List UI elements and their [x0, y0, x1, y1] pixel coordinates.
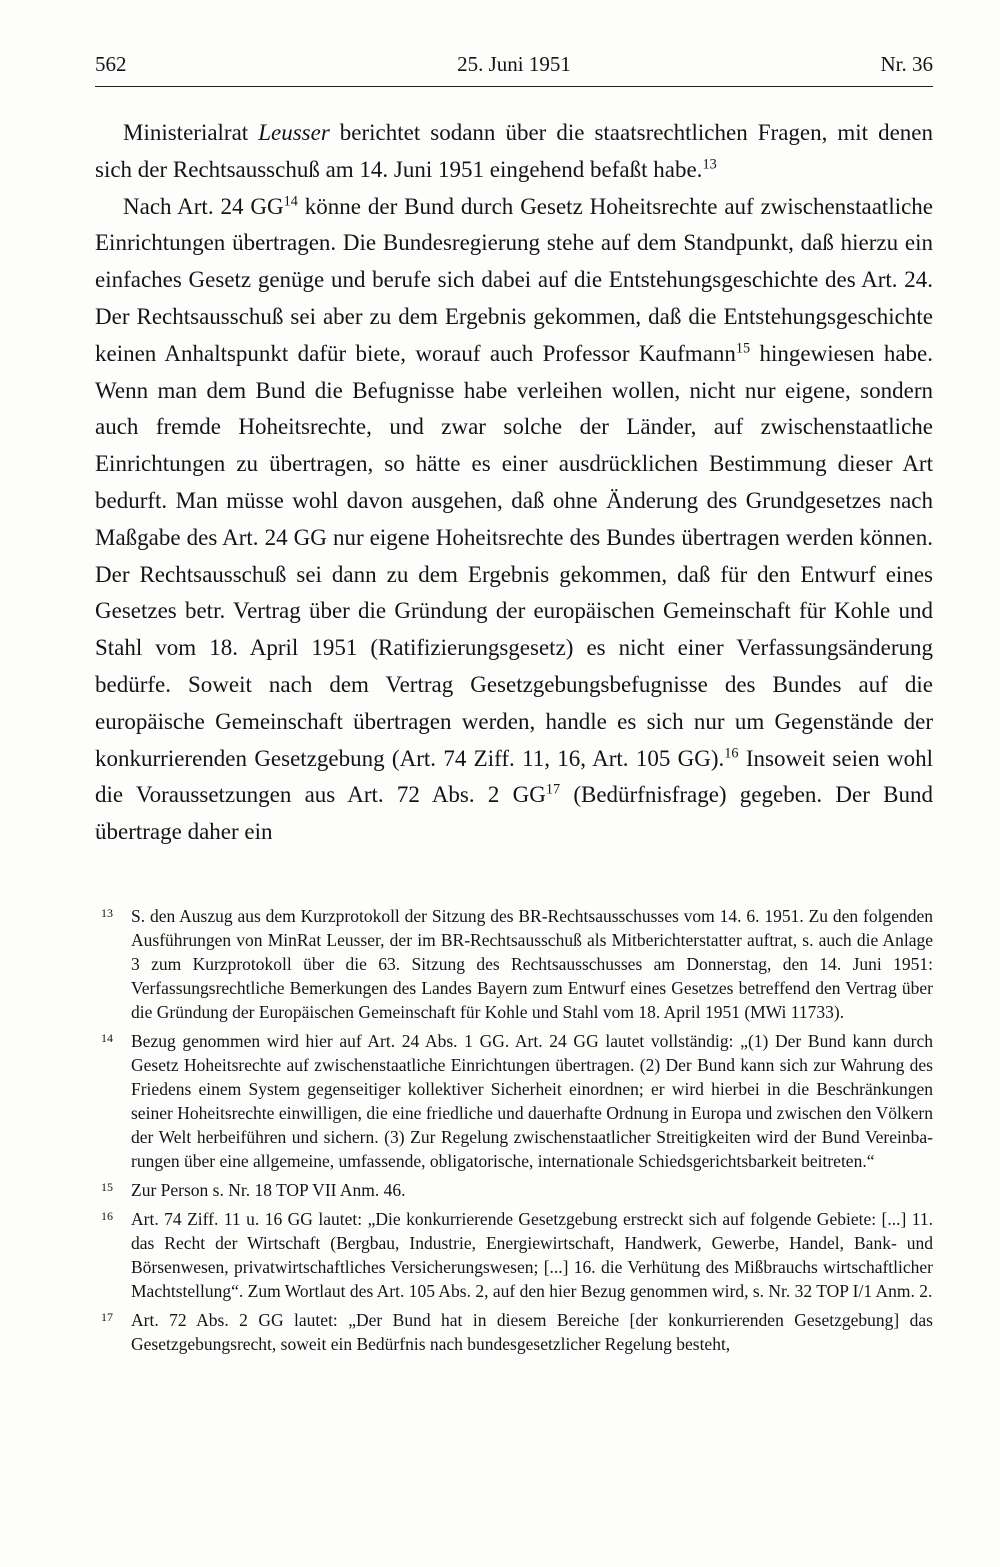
footnote-number: 17 — [101, 1310, 113, 1324]
footnote-text: Zur Person s. Nr. 18 TOP VII Anm. 46. — [131, 1180, 406, 1200]
footnote-number: 14 — [101, 1031, 113, 1045]
footnote — [95, 1207, 933, 1303]
footnote-text: Art. 74 Ziff. 11 u. 16 GG lautet: „Die konkurrierende Gesetzgebung erstreckt sich auf folgende Gebiete: [...] 11. das Recht der Wirtschaft (Bergbau, Industrie, Energiewirtschaft, Handwerk, Gewerbe, Handel, Bank- und Börsenwesen, privatwirtschaftliches Versicherungswesen; [...] 16. die Verhütung des Mißbrauchs wirtschaftlicher Machtstellung“. Zum Wortlaut des Art. 105 Abs. 2, auf den hier Bezug genommen wird, s. Nr. 32 TOP I/1 Anm. 2. — [131, 1209, 933, 1301]
text-run: Ministerialrat — [123, 120, 259, 145]
footnote-text: Art. 72 Abs. 2 GG lautet: „Der Bund hat in diesem Bereiche [der konkurrierenden Gesetzgebung] das Gesetzgebungsrecht, soweit ein Bedürfnis nach bundesgesetzlicher Regelung besteht, — [131, 1310, 933, 1354]
page-number: 562 — [95, 52, 127, 76]
text-run: könne der Bund durch Gesetz Hoheitsrechte auf zwischenstaatliche Einrichtungen übertragen. Die Bundesregierung stehe auf dem Standpunkt, daß hierzu ein einfaches Gesetz genüge und berufe sich dabei auf die Entstehungsgeschichte des Art. 24. Der Rechtsausschuß sei aber zu dem Ergebnis gekommen, daß die Entstehungsgeschichte keinen Anhaltspunkt dafür biete, worauf auch Professor Kaufmann — [95, 193, 934, 366]
footnote-ref[interactable]: 17 — [545, 781, 561, 798]
text-run: hingewiesen habe. Wenn man dem Bund die Befugnisse habe verleihen wollen, nicht nur eigene, sondern auch fremde Hoheitsrechte, und zwar solche der Länder, auf zwischenstaatliche Einrichtungen zu übertragen, so hätte es einer ausdrücklichen Bestimmung dieser Art bedurft. Man müsse wohl davon ausgehen, daß ohne Änderung des Grundgesetzes nach Maßgabe des Art. 24 GG nur eigene Hoheitsrechte des Bundes übertragen werden können. Der Rechtsausschuß sei dann zu dem Ergebnis gekommen, daß für den Entwurf eines Gesetzes betr. Vertrag über die Gründung der europäischen Gemeinschaft für Kohle und Stahl vom 18. April 1951 (Ratifizierungsgesetz) es nicht einer Verfassungsänderung bedürfe. Soweit nach dem Vertrag Gesetzgebungsbefugnisse des Bundes auf die europäische Gemeinschaft übertragen werden, handle es sich nur um Gegenstände der konkurrierenden Gesetzgebung (Art. 74 Ziff. 11, 16, Art. 105 GG). — [95, 340, 933, 771]
footnote-number: 16 — [101, 1209, 113, 1223]
footnote-number: 13 — [101, 906, 113, 920]
footnote-ref[interactable]: 14 — [283, 192, 298, 209]
footnote-text: Bezug genommen wird hier auf Art. 24 Abs. 1 GG. Art. 24 GG lautet vollständig: „(1) Der Bund kann durch Gesetz Hoheitsrechte auf zwischenstaatliche Einrichtungen übertragen. (2) Der Bund kann sich zur Wahrung des Friedens einem System gegenseitiger kollektiver Sicherheit einordnen; er wird hierbei in die Beschränkungen seiner Hoheitsrechte einwilligen, die eine friedliche und dauerhafte Ordnung in Europa und zwischen den Völkern der Welt herbeiführen und sichern. (3) Zur Regelung zwischenstaatlicher Streitigkeiten wird der Bund Vereinbarungen über eine allgemeine, umfassende, obligatorische, internationale Schiedsgerichtsbarkeit beitreten.“ — [131, 1031, 933, 1171]
person-name: Leusser — [258, 120, 330, 145]
footnotes — [95, 904, 933, 1361]
text-run: Insoweit seien wohl die Voraussetzungen aus Art. 72 Abs. 2 GG — [95, 745, 933, 808]
footnote-ref[interactable]: 15 — [735, 340, 751, 357]
issue-number: Nr. 36 — [880, 52, 933, 76]
paragraph — [95, 115, 933, 189]
main-text — [95, 115, 933, 851]
text-run: berichtet sodann über die staatsrechtlichen Fragen, mit denen sich der Rechtsausschuß am 14. Juni 1951 eingehend befaßt habe. — [95, 120, 933, 182]
header-rule — [95, 86, 933, 87]
running-header — [95, 52, 933, 82]
footnote — [95, 1308, 933, 1356]
header-date: 25. Juni 1951 — [457, 52, 571, 76]
paragraph — [95, 189, 933, 851]
footnote-ref[interactable]: 13 — [702, 156, 717, 173]
footnote — [95, 1178, 933, 1202]
text-run: Nach Art. 24 GG — [123, 193, 284, 219]
footnote-number: 15 — [101, 1180, 113, 1194]
footnote-ref[interactable]: 16 — [724, 744, 739, 761]
footnote-text: S. den Auszug aus dem Kurzprotokoll der Sitzung des BR-Rechtsausschusses vom 14. 6. 1951. Zu den folgenden Ausführungen von MinRat Leusser, der im BR-Rechtsausschuß als Mitberichterstatter auftrat, s. auch die Anlage 3 zum Kurzprotokoll über die 63. Sitzung des Rechtsausschusses am Donnerstag, den 14. Juni 1951: Verfassungsrechtliche Bemerkungen des Landes Bayern zum Entwurf eines Gesetzes betreffend den Vertrag über die Gründung der Europäischen Gemeinschaft für Kohle und Stahl vom 18. April 1951 (MWi 11733). — [131, 906, 933, 1022]
footnote — [95, 904, 933, 1024]
text-run: (Bedürfnisfrage) gegeben. Der Bund übertrage daher ein — [95, 782, 933, 845]
footnote — [95, 1029, 933, 1173]
